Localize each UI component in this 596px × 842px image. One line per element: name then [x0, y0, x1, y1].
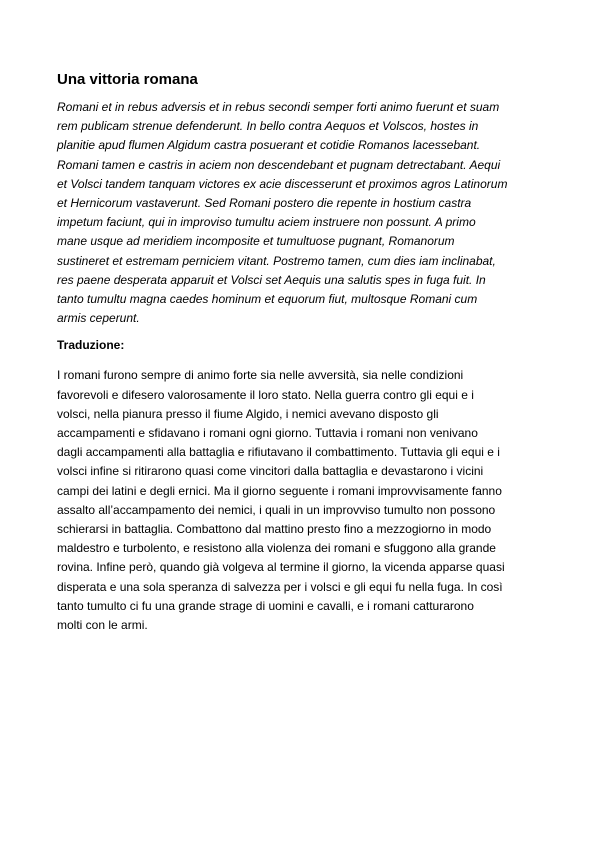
- translation-line: assalto all’accampamento dei nemici, i quali in un improvviso tumulto non possono: [57, 502, 496, 517]
- translation-line: schierarsi in battaglia. Combattono dal mattino presto fino a mezzogiorno in modo: [57, 522, 492, 537]
- latin-line: res paene desperata apparuit et Volsci set Aequis una salutis spes in fuga fuit. In: [57, 272, 486, 287]
- translation-line: tanto tumulto ci fu una grande strage di uomini e cavalli, e i romani catturarono: [57, 598, 474, 613]
- latin-line: Romani tamen e castris in aciem non descendebant et pugnam detrectabant. Aequi: [57, 157, 501, 172]
- translation-line: maldestro e turbolento, e resistono alla violenza dei romani e sfuggono alla grande: [57, 541, 496, 556]
- translation-line: disperata e una sola speranza di salvezza per i volsci e gli equi fu nella fuga. In così: [57, 579, 503, 594]
- latin-line: armis ceperunt.: [57, 311, 140, 326]
- translation-line: I romani furono sempre di animo forte sia nelle avversità, sia nelle condizioni: [57, 368, 464, 383]
- latin-text: [57, 98, 543, 328]
- translation-line: volsci infine si ritirarono quasi come vincitori dalla battaglia e devastarono i vicini: [57, 464, 484, 479]
- latin-line: Romani et in rebus adversis et in rebus secondi semper forti animo fuerunt et suam: [57, 100, 500, 114]
- latin-line: et Volsci tandem tanquam victores ex acie discesserunt et proximos agros Latinorum: [57, 176, 508, 191]
- translation-line: volsci, nella pianura presso il fiume Algido, i nemici avevano disposto gli: [57, 406, 439, 421]
- document-title: Una vittoria romana: [57, 71, 198, 88]
- latin-line: rem publicam strenue defenderunt. In bello contra Aequos et Volscos, hostes in: [57, 119, 479, 134]
- latin-line: sustineret et estremam perniciem vitant. Postremo tamen, cum dies iam inclinabat,: [57, 253, 496, 268]
- latin-line: mane usque ad meridiem incomposite et tumultuose pugnant, Romanorum: [57, 234, 455, 249]
- translation-line: molti con le armi.: [57, 618, 148, 633]
- latin-line: tanto tumultu magna caedes hominum et equorum fiut, multosque Romani cum: [57, 292, 478, 307]
- translation-line: favorevoli e difesero valorosamente il loro stato. Nella guerra contro gli equi e i: [57, 387, 474, 402]
- translation-text: [57, 366, 543, 635]
- document-page: [57, 70, 543, 635]
- translation-line: campi dei latini e degli ernici. Ma il giorno seguente i romani improvvisamente fanno: [57, 483, 502, 498]
- translation-line: rovina. Infine però, quando già volgeva al termine il giorno, la vicenda apparse quasi: [57, 560, 505, 575]
- latin-line: impetum faciunt, qui in improviso tumultu aciem instruere non possunt. A primo: [57, 215, 476, 230]
- latin-line: et Hernicorum vastaverunt. Sed Romani postero die repente in hostium castra: [57, 196, 472, 211]
- latin-line: planitie apud flumen Algidum castra posuerant et cotidie Romanos lacessebant.: [57, 138, 481, 153]
- translation-heading: Traduzione:: [57, 338, 125, 353]
- translation-line: accampamenti e sfidavano i romani ogni giorno. Tuttavia i romani non venivano: [57, 426, 478, 441]
- translation-line: dagli accampamenti alla battaglia e rifiutavano il combattimento. Tuttavia gli equi e i: [57, 445, 500, 460]
